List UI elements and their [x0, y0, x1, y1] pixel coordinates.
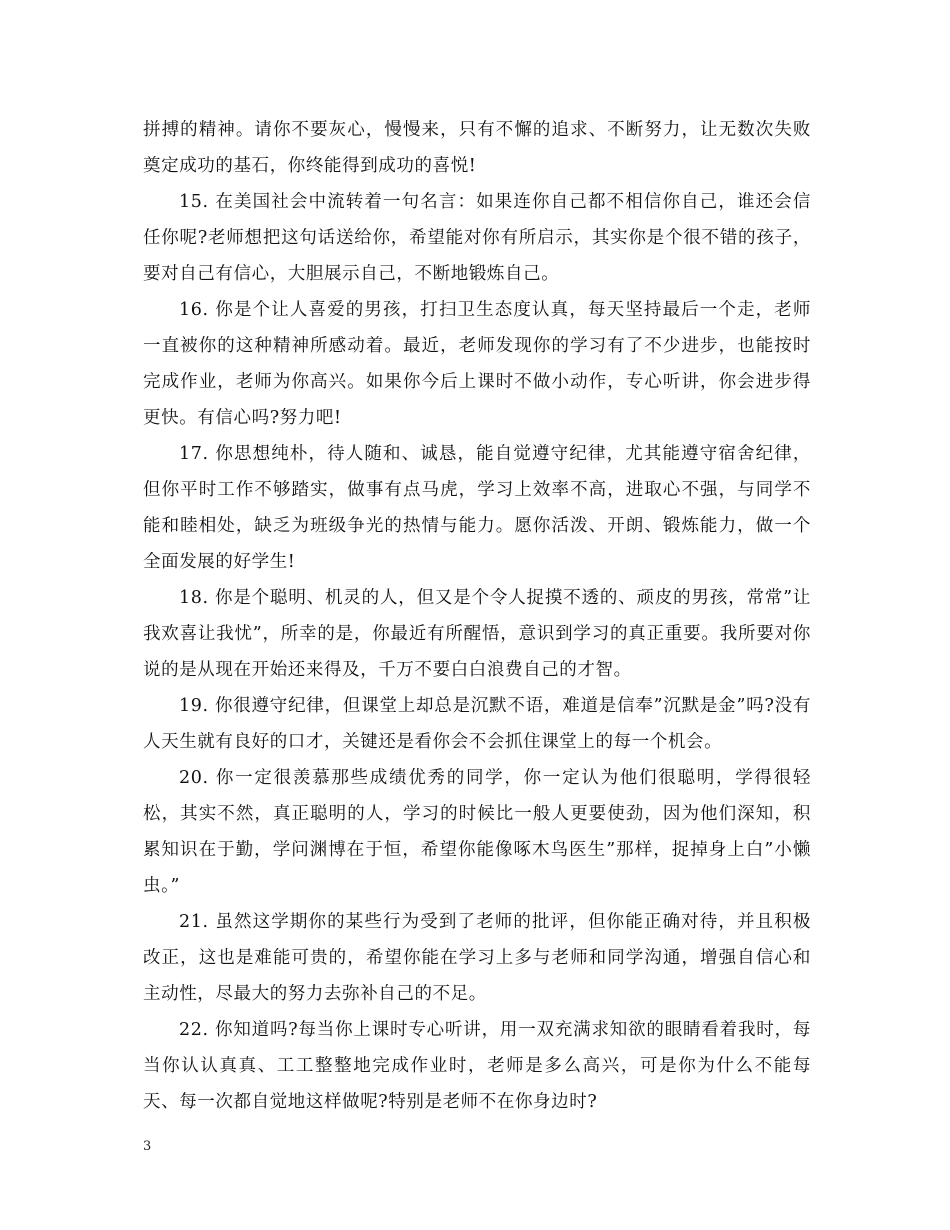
paragraph-item-15: 15. 在美国社会中流转着一句名言：如果连你自己都不相信你自己，谁还会信任你呢?老师想把这句话送给你，希望能对你有所启示，其实你是个很不错的孩子，要对自己有信心，大胆展示自己，不断地锻炼自己。: [143, 192, 811, 284]
paragraph-item-18: 18. 你是个聪明、机灵的人，但又是个令人捉摸不透的、顽皮的男孩，常常”让我欢喜让我忧”，所幸的是，你最近有所醒悟，意识到学习的真正重要。我所要对你说的是从现在开始还来得及，千万不要白白浪费自己的才智。: [143, 588, 811, 680]
document-body: [143, 112, 811, 1120]
paragraph-item-22: 22. 你知道吗?每当你上课时专心听讲，用一双充满求知欲的眼睛看着我时，每当你认认真真、工工整整地完成作业时，老师是多么高兴，可是你为什么不能每天、每一次都自觉地这样做呢?特别是老师不在你身边时?: [143, 1020, 811, 1112]
paragraph-item-20: 20. 你一定很羡慕那些成绩优秀的同学，你一定认为他们很聪明，学得很轻松，其实不然，真正聪明的人，学习的时候比一般人更要使劲，因为他们深知，积累知识在于勤，学问渊博在于恒，希望你能像啄木鸟医生”那样，捉掉身上白”小懒虫。”: [143, 768, 811, 896]
paragraph-item-17: 17. 你思想纯朴，待人随和、诚恳，能自觉遵守纪律，尤其能遵守宿舍纪律，但你平时工作不够踏实，做事有点马虎，学习上效率不高，进取心不强，与同学不能和睦相处，缺乏为班级争光的热情与能力。愿你活泼、开朗、锻炼能力，做一个全面发展的好学生!: [143, 444, 811, 572]
paragraph-continuation: 拼搏的精神。请你不要灰心，慢慢来，只有不懈的追求、不断努力，让无数次失败奠定成功的基石，你终能得到成功的喜悦!: [143, 120, 811, 176]
paragraph-item-16: 16. 你是个让人喜爱的男孩，打扫卫生态度认真，每天坚持最后一个走，老师一直被你的这种精神所感动着。最近，老师发现你的学习有了不少进步，也能按时完成作业，老师为你高兴。如果你今后上课时不做小动作，专心听讲，你会进步得更快。有信心吗?努力吧!: [143, 300, 811, 428]
paragraph-item-21: 21. 虽然这学期你的某些行为受到了老师的批评，但你能正确对待，并且积极改正，这也是难能可贵的，希望你能在学习上多与老师和同学沟通，增强自信心和主动性，尽最大的努力去弥补自己的不足。: [143, 912, 811, 1004]
page-number: 3: [143, 1139, 152, 1154]
paragraph-item-19: 19. 你很遵守纪律，但课堂上却总是沉默不语，难道是信奉”沉默是金”吗?没有人天生就有良好的口才，关键还是看你会不会抓住课堂上的每一个机会。: [143, 696, 811, 752]
